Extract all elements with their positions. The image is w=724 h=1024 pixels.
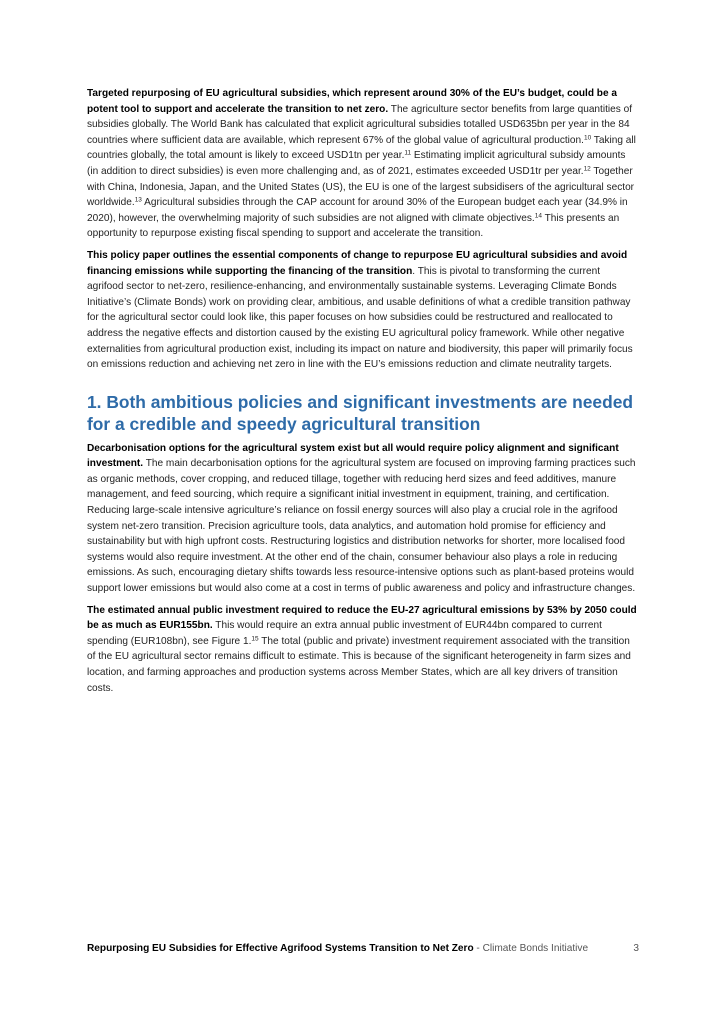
footnote-ref[interactable]: 10 bbox=[583, 134, 592, 142]
paragraph-investment-estimate: The estimated annual public investment required to reduce the EU-27 agricultural emissions by 53% by 2050 could be as much as EUR155bn. This would require an extra annual public investment of EUR44bn compared to current spending (EUR108bn), see Figure 1.15 The total (public and private) investment requirement associated with the transition of the EU agricultural sector remains difficult to estimate. This is because of the significant heterogeneity in farm sizes and location, and farming approaches and production systems across Member States, which are all key drivers of transition costs. bbox=[87, 604, 637, 694]
paragraph-lead: This policy paper outlines the essential components of change to repurpose EU agricultural subsidies and avoid financing emissions while supporting the financing of the transition bbox=[87, 249, 628, 277]
paragraph-lead: Decarbonisation options for the agricultural system exist but all would require policy alignment and significant investment. bbox=[87, 442, 619, 470]
footer-title: Repurposing EU Subsidies for Effective Agrifood Systems Transition to Net Zero bbox=[87, 943, 474, 954]
footnote-ref[interactable]: 11 bbox=[404, 149, 412, 157]
footer-separator: - bbox=[473, 943, 483, 954]
section-heading: 1. Both ambitious policies and significant investments are needed for a credible and speedy agricultural transition bbox=[87, 391, 633, 435]
footnote-ref[interactable]: 15 bbox=[251, 635, 259, 643]
page-number: 3 bbox=[633, 943, 639, 954]
paragraph-policy-paper-scope: This policy paper outlines the essential components of change to repurpose EU agricultural subsidies and avoid financing emissions while supporting the financing of the transition. This is pivotal to transforming the current agrifood sector to net-zero, resilience-enhancing, and environmentally sustainable systems. Leveraging Climate Bonds Initiative’s (Climate Bonds) work on providing clear, ambitious, and usable definitions of what a credible transition pathway for the agricultural sector could look like, this paper focuses on how subsidies could be restructured and reallocated to address the negative effects and distortion caused by the existing EU agricultural policy framework. While other negative externalities from agricultural production exist, including its impact on nature and biodiversity, this paper will primarily focus on emissions reduction and achieving net zero in line with the EU’s emissions reduction and climate neutrality targets. bbox=[87, 249, 633, 371]
page-body bbox=[87, 86, 639, 702]
paragraph-lead: The estimated annual public investment required to reduce the EU-27 agricultural emissions by 53% by 2050 could be as much as EUR155bn. bbox=[87, 604, 637, 632]
paragraph-subsidies-overview: Targeted repurposing of EU agricultural subsidies, which represent around 30% of the EU’s budget, could be a potent tool to support and accelerate the transition to net zero. The agriculture sector benefits from large quantities of subsidies globally. The World Bank has calculated that explicit agricultural subsidies totalled USD635bn per year in the 84 countries where sufficient data are available, which represent 67% of the global value of agricultural production.$^{10}$ Taking all countries globally, the total amount is likely to exceed USD1tn per year.$^{11}$ Estimating implicit agricultural subsidy amounts (in addition to direct subsidies) is even more challenging and, as of 2021, estimates exceeded USD1tr per year.$^{12}$ Together with China, Indonesia, Japan, and the United States (US), the EU is one of the largest subsidisers of the agricultural sector worldwide.$^{13}$ Agricultural subsidies through the CAP account for around 30% of the European budget each year (34.9% in 2020), however, the overwhelming majority of such subsidies are not aligned with climate objectives.$^{14}$ This presents an opportunity to repurpose existing fiscal spending to support and accelerate the transition. bbox=[87, 88, 636, 240]
footnote-ref[interactable]: 12 bbox=[583, 165, 591, 173]
footer-organisation: Climate Bonds Initiative bbox=[482, 943, 589, 954]
footnote-ref[interactable]: 14 bbox=[534, 212, 542, 220]
page-footer bbox=[87, 942, 639, 956]
paragraph-lead: Targeted repurposing of EU agricultural subsidies, which represent around 30% of the EU’s budget, could be a potent tool to support and accelerate the transition to net zero. bbox=[87, 88, 618, 115]
paragraph-decarbonisation-options: Decarbonisation options for the agricultural system exist but all would require policy alignment and significant investment. The main decarbonisation options for the agricultural system are focused on improving farming practices such as organic methods, cover cropping, and reduced tillage, together with reducing herd sizes and feed additives, manure management, and feed sourcing, which require a significant initial investment in equipment, training, and certification. Reducing large-scale intensive agriculture’s reliance on fossil energy sources will also play a crucial role in the agrifood system net-zero transition. Precision agriculture tools, data analytics, and automation hold promise for efficiency and sustainability but with high upfront costs. Restructuring logistics and distribution networks for shorter, more localised food systems would also require investment. At the other end of the chain, consumer behaviour also plays a role in reducing emissions. As such, encouraging dietary shifts towards less resource-intensive options such as plant-based proteins would support lower emissions but would also come at a cost in terms of public awareness and policy and infrastructure changes. bbox=[87, 442, 636, 595]
footnote-ref[interactable]: 13 bbox=[134, 196, 142, 204]
